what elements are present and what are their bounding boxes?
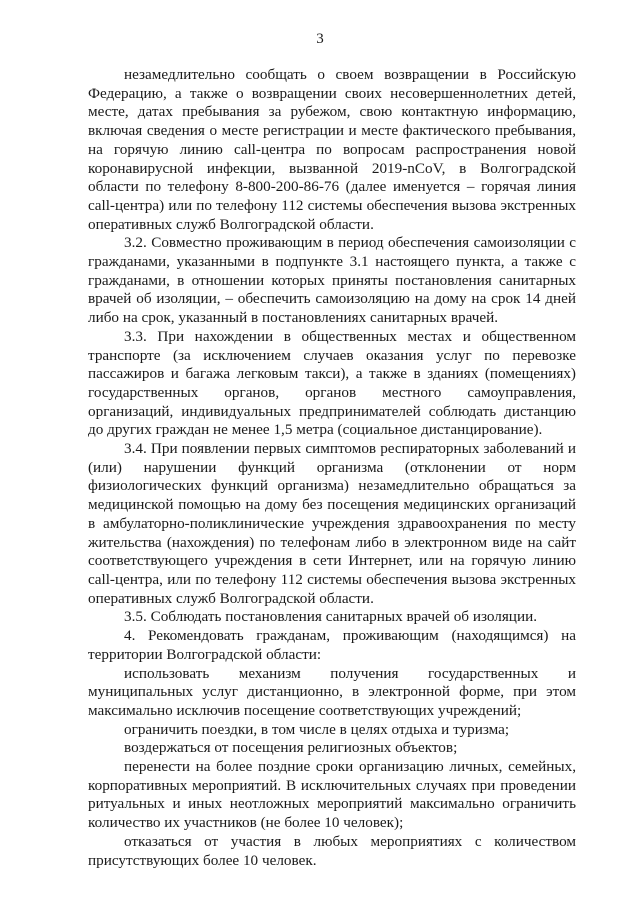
paragraph-3-4: 3.4. При появлении первых симптомов респираторных заболеваний и (или) нарушении функций организма (отклонении от норм физиологических функций организма) незамедлительно обращаться за медицинской помощью на дому без посещения медицинских организаций в амбулаторно-поликлинические учреждения здравоохранения по месту жительства (нахождения) по телефонам либо в электронном виде на сайт соответствующего учреждения в сети Интернет, или на горячую линию call-центра, или по телефону 112 системы обеспечения вызова экстренных оперативных служб Волгоградской области. — [88, 440, 576, 607]
paragraph-3-2: 3.2. Совместно проживающим в период обеспечения самоизоляции с гражданами, указанными в подпункте 3.1 настоящего пункта, а также с гражданами, в отношении которых приняты постановления санитарных врачей об изоляции, – обеспечить самоизоляцию на дому на срок 14 дней либо на срок, указанный в постановлениях санитарных врачей. — [88, 234, 576, 327]
paragraph-3-1-continuation: незамедлительно сообщать о своем возвращении в Российскую Федерацию, а также о возвращении своих несовершеннолетних детей, месте, датах пребывания за рубежом, свою контактную информацию, включая сведения о месте регистрации и месте фактического пребывания, на горячую линию call-центра по вопросам распространения новой коронавирусной инфекции, вызванной 2019-nCoV, в Волгоградской области по телефону 8-800-200-86-76 (далее именуется – горячая линия call-центра) или по телефону 112 системы обеспечения вызова экстренных оперативных служб Волгоградской области. — [88, 66, 576, 233]
document-body — [88, 66, 576, 870]
recommendation-item: отказаться от участия в любых мероприятиях с количеством присутствующих более 10 человек. — [88, 832, 576, 869]
paragraph-3-5: 3.5. Соблюдать постановления санитарных врачей об изоляции. — [124, 608, 537, 626]
recommendation-item: воздержаться от посещения религиозных объектов; — [124, 739, 458, 757]
paragraph-4: 4. Рекомендовать гражданам, проживающим (находящимся) на территории Волгоградской области: — [88, 627, 576, 663]
recommendation-item: ограничить поездки, в том числе в целях отдыха и туризма; — [124, 720, 510, 738]
recommendation-item: использовать механизм получения государственных и муниципальных услуг дистанционно, в электронной форме, при этом максимально исключив посещение соответствующих учреждений; — [88, 664, 576, 719]
recommendation-item: перенести на более поздние сроки организацию личных, семейных, корпоративных мероприятий. В исключительных случаях при проведении ритуальных и иных неотложных мероприятий максимально ограничить количество их участников (не более 10 человек); — [88, 758, 576, 832]
paragraph-3-3: 3.3. При нахождении в общественных местах и общественном транспорте (за исключением случаев оказания услуг по перевозке пассажиров и багажа легковым такси), а также в зданиях (помещениях) государственных органов, органов местного самоуправления, организаций, индивидуальных предпринимателей соблюдать дистанцию до других граждан не менее 1,5 метра (социальное дистанцирование). — [88, 327, 576, 439]
page-number: 3 — [316, 31, 324, 47]
